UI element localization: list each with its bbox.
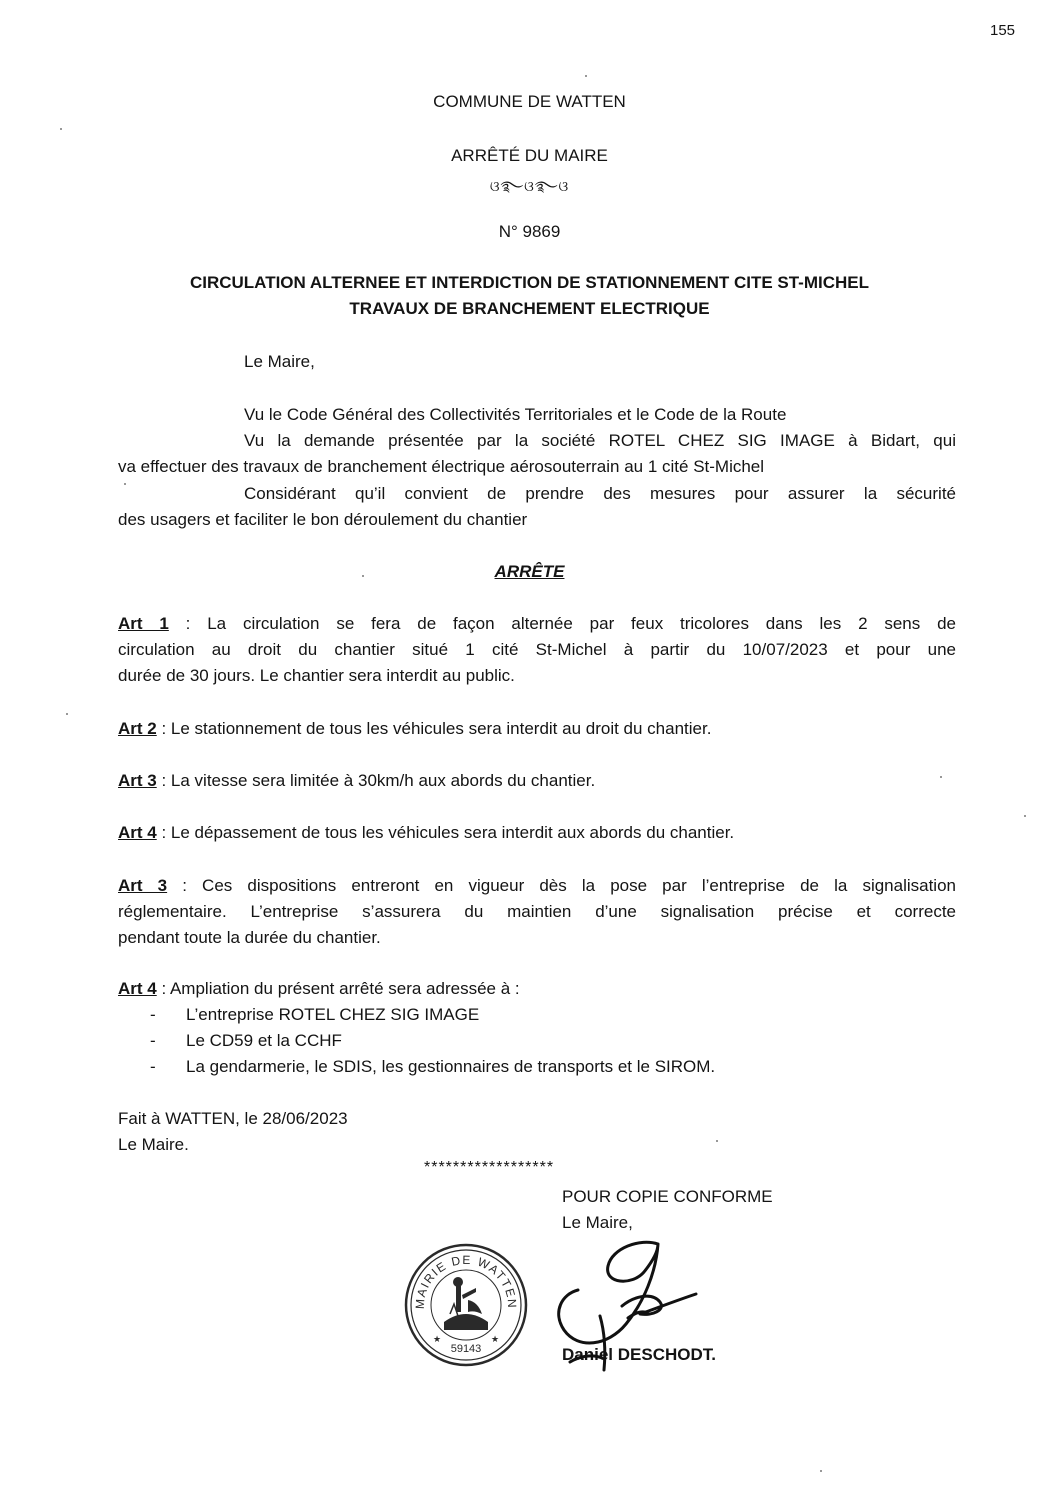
recipient-text: Le CD59 et la CCHF [186, 1031, 342, 1050]
recipient-item [150, 1005, 479, 1025]
seal-star-right: ★ [491, 1335, 500, 1345]
page-number: 155 [990, 22, 1016, 39]
bullet-dash: - [150, 1031, 156, 1050]
ornament: ଓ࿐ଓ࿐ଓ [489, 178, 570, 194]
bullet-dash: - [150, 1057, 156, 1076]
article-text: : Le stationnement de tous les véhicules sera interdit au droit du chantier. [156, 719, 712, 738]
article-4-ampliation [118, 979, 520, 999]
salutation: Le Maire, [244, 352, 315, 371]
article-4-overtaking [118, 823, 734, 843]
scan-speck [820, 1470, 822, 1472]
article-1-line-2: circulation au droit du chantier situé 1 cité St-Michel à partir du 10/07/2023 et pour une [118, 640, 956, 659]
article-label: Art 1 [118, 614, 169, 633]
article-text: : Ampliation du présent arrêté sera adressée à : [156, 979, 520, 998]
article-2 [118, 719, 711, 739]
recipient-text: L’entreprise ROTEL CHEZ SIG IMAGE [186, 1005, 480, 1024]
seal-emblem [444, 1277, 488, 1330]
scan-speck [716, 1140, 718, 1142]
recipient-item [150, 1057, 715, 1077]
article-1-line-1 [118, 614, 956, 634]
scan-speck [585, 75, 587, 77]
article-3-provisions-line-1 [118, 876, 956, 896]
scan-speck [1024, 815, 1026, 817]
mayor-label: Le Maire, [562, 1213, 633, 1232]
article-label: Art 3 [118, 876, 168, 895]
scan-speck [362, 575, 364, 577]
article-3-provisions-line-3: pendant toute la durée du chantier. [118, 928, 381, 947]
commune-title: COMMUNE DE WATTEN [433, 92, 626, 111]
article-text: : Ces dispositions entreront en vigueur dès la pose par l’entreprise de la signalisation [167, 876, 956, 895]
seal-postcode: 59143 [450, 1343, 482, 1355]
article-text: : La vitesse sera limitée à 30km/h aux abords du chantier. [156, 771, 596, 790]
vu-demande-line-2: va effectuer des travaux de branchement électrique aérosouterrain au 1 cité St-Michel [118, 457, 765, 476]
decree-heading: ARRÊTE [494, 562, 565, 581]
signatory: Le Maire. [118, 1135, 189, 1154]
mayor-name: Daniel DESCHODT. [562, 1345, 716, 1364]
copy-conforme: POUR COPIE CONFORME [562, 1187, 773, 1206]
decree-number: N° 9869 [498, 222, 561, 241]
recipient-text: La gendarmerie, le SDIS, les gestionnaires de transports et le SIROM. [186, 1057, 716, 1076]
scan-speck [66, 713, 68, 715]
mairie-seal [402, 1240, 530, 1370]
document-type: ARRÊTÉ DU MAIRE [451, 146, 608, 165]
bullet-dash: - [150, 1005, 156, 1024]
vu-code: Vu le Code Général des Collectivités Territoriales et le Code de la Route [244, 405, 787, 424]
article-text: : Le dépassement de tous les véhicules sera interdit aux abords du chantier. [156, 823, 735, 842]
considerant-line-1: Considérant qu’il convient de prendre des mesures pour assurer la sécurité [244, 484, 956, 503]
article-3-provisions-line-2: réglementaire. L’entreprise s’assurera du maintien d’une signalisation précise et correcte [118, 902, 956, 921]
seal-star-left: ★ [433, 1335, 442, 1345]
asterisk-separator: ****************** [424, 1159, 555, 1176]
article-label: Art 3 [118, 771, 157, 790]
mayor-signature [540, 1232, 720, 1382]
subject-line-1: CIRCULATION ALTERNEE ET INTERDICTION DE STATIONNEMENT CITE ST-MICHEL [189, 273, 870, 292]
article-3-speed [118, 771, 595, 791]
seal-ring-text: MAIRIE DE WATTEN [412, 1252, 520, 1310]
article-1-line-3: durée de 30 jours. Le chantier sera interdit au public. [118, 666, 515, 685]
subject-line-2: TRAVAUX DE BRANCHEMENT ELECTRIQUE [349, 299, 710, 318]
considerant-line-2: des usagers et faciliter le bon déroulement du chantier [118, 510, 528, 529]
scan-speck [124, 483, 126, 485]
place-date: Fait à WATTEN, le 28/06/2023 [118, 1109, 348, 1128]
recipient-item [150, 1031, 342, 1051]
scan-speck [940, 776, 942, 778]
article-label: Art 4 [118, 823, 157, 842]
scan-speck [60, 128, 62, 130]
article-label: Art 2 [118, 719, 157, 738]
article-label: Art 4 [118, 979, 157, 998]
vu-demande-line-1: Vu la demande présentée par la société ROTEL CHEZ SIG IMAGE à Bidart, qui [244, 431, 956, 450]
article-text: : La circulation se fera de façon alternée par feux tricolores dans les 2 sens de [168, 614, 956, 633]
